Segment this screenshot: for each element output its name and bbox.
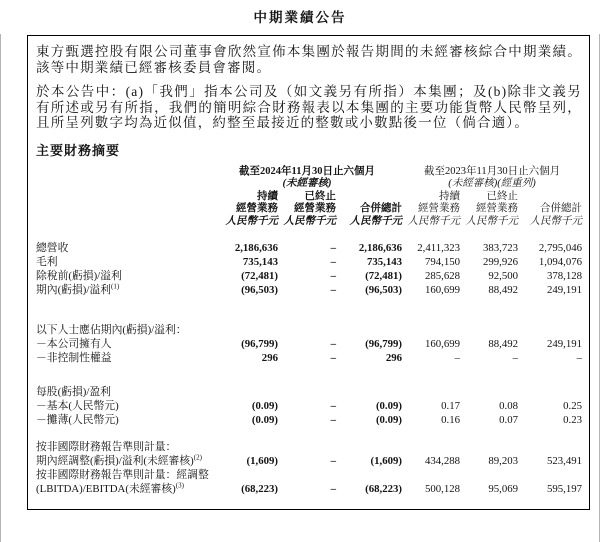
cell-value: – [330, 242, 336, 255]
corner-spacer [36, 191, 212, 204]
column-header-1: 已終止 [304, 190, 336, 202]
period-subtitle-row [36, 178, 582, 191]
table-row [36, 241, 582, 255]
section-label: 按非國際財務報告準則計量： [36, 441, 177, 454]
column-header-0: 經營業務 [236, 203, 278, 215]
unit-label-4: 人民幣千元 [465, 215, 519, 227]
spacer-cell [36, 427, 582, 440]
cell-value: 0.17 [441, 400, 461, 413]
cell-value: 88,492 [488, 338, 519, 351]
table-row [36, 337, 582, 351]
cell-value: 2,186,636 [358, 242, 403, 255]
cell-value: (0.09) [375, 400, 403, 413]
column-header-1: 經營業務 [294, 203, 336, 215]
footnote-marker: (2) [193, 453, 202, 462]
column-header-4: 經營業務 [476, 203, 519, 215]
cell-value: 735,143 [366, 256, 403, 269]
row-label: 總營收 [36, 242, 69, 255]
table-row [36, 283, 582, 297]
period-header-0: 截至2024年11月30日止六個月 [239, 165, 375, 177]
head-gap-cell [36, 228, 582, 241]
cell-value: – [576, 352, 583, 365]
cell-value: 523,491 [546, 455, 583, 468]
footnote-marker: (1) [110, 282, 120, 291]
page-title: 中期業績公告 [253, 10, 347, 25]
cell-value: 383,723 [482, 242, 519, 255]
footnote-marker: (3) [175, 481, 184, 490]
cell-value: 0.23 [563, 414, 583, 427]
cell-value: 249,191 [546, 338, 583, 351]
cell-value: 794,150 [424, 256, 461, 269]
cell-value: – [330, 270, 336, 283]
cell-value: (96,503) [365, 284, 403, 297]
spacer-row [36, 365, 582, 385]
table-row [36, 351, 582, 365]
cell-value: 0.07 [499, 414, 519, 427]
row-label: －攤薄(人民幣元) [36, 414, 119, 427]
cell-value: – [330, 284, 336, 297]
row-label: 除稅前(虧損)/溢利 [36, 270, 122, 283]
cell-value: 95,069 [488, 483, 519, 496]
cell-value: (0.09) [251, 400, 278, 413]
table-row [36, 255, 582, 269]
cell-value: (96,799) [365, 338, 403, 351]
cell-value: – [330, 256, 336, 269]
spacer-row [36, 297, 582, 323]
cell-value: (1,609) [246, 455, 278, 468]
cell-value: – [330, 483, 336, 496]
cell-value: 2,795,046 [538, 242, 583, 255]
unit-label-3: 人民幣千元 [407, 215, 461, 227]
intro-paragraph-1: 東方甄選控股有限公司董事會欣然宣佈本集團於報告期間的未經審核綜合中期業績。該等中期業績已經審核委員會審閱。 [36, 44, 582, 75]
section-row [36, 468, 582, 482]
cell-value: 249,191 [546, 284, 583, 297]
spacer-cell [36, 365, 582, 385]
column-header-0: 持續 [257, 190, 278, 202]
cell-value: 296 [261, 352, 278, 365]
cell-value: (0.09) [251, 414, 278, 427]
cell-value: 296 [385, 352, 403, 365]
cell-value: 0.16 [441, 414, 461, 427]
period-title-row [36, 166, 582, 179]
cell-value: 160,699 [424, 284, 461, 297]
page-edge-left [0, 34, 1, 542]
section-row [36, 385, 582, 399]
row-label: －本公司擁有人 [36, 338, 112, 351]
unit-label-2: 人民幣千元 [349, 215, 403, 227]
column-header-3: 經營業務 [418, 203, 461, 215]
unit-label-5: 人民幣千元 [529, 215, 583, 227]
cell-value: 434,288 [424, 455, 461, 468]
cell-value: (0.09) [375, 414, 403, 427]
column-header-row-line1 [36, 191, 582, 204]
cell-value: 1,094,076 [538, 256, 583, 269]
cell-value: (1,609) [370, 455, 403, 468]
cell-value: – [330, 352, 336, 365]
section-label: 每股(虧損)/盈利 [36, 386, 111, 399]
cell-value: 2,186,636 [234, 242, 278, 255]
period-header-1: 截至2023年11月30日止六個月 [423, 165, 561, 177]
row-label: 毛利 [36, 256, 58, 269]
cell-value: – [330, 338, 336, 351]
row-label: －非控制性權益 [36, 352, 112, 365]
spacer-cell [36, 297, 582, 323]
corner-spacer [36, 178, 212, 191]
unit-label-0: 人民幣千元 [225, 215, 278, 227]
table-row [36, 269, 582, 283]
cell-value: (72,481) [241, 270, 278, 283]
cell-value: (96,799) [241, 338, 278, 351]
corner-spacer [36, 216, 212, 229]
section-heading: 主要財務摘要 [36, 142, 121, 158]
cell-value: – [330, 414, 336, 427]
section-label: 以下人士應佔期內(虧損)/溢利： [36, 324, 187, 337]
column-header-4: 已終止 [486, 190, 519, 202]
corner-spacer [36, 203, 212, 216]
period-subtitle-1: (未經審核)(經重列) [448, 178, 536, 190]
table-body [36, 241, 582, 496]
cell-value: 595,197 [546, 483, 583, 496]
table-row [36, 454, 582, 468]
unit-label-1: 人民幣千元 [283, 215, 336, 227]
cell-value: 735,143 [242, 256, 278, 269]
table-row [36, 413, 582, 427]
cell-value: – [454, 352, 461, 365]
cell-value: 92,500 [488, 270, 519, 283]
section-row [36, 323, 582, 337]
table-row [36, 399, 582, 413]
cell-value: – [330, 400, 336, 413]
cell-value: – [330, 455, 336, 468]
cell-value: (72,481) [365, 270, 403, 283]
section-label: 按非國際財務報告準則計量：經調整 [36, 469, 209, 482]
corner-spacer [36, 166, 212, 179]
cell-value: (68,223) [241, 483, 278, 496]
cell-value: 160,699 [424, 338, 461, 351]
head-gap [36, 228, 582, 241]
table-row [36, 482, 582, 496]
cell-value: 0.08 [499, 400, 519, 413]
cell-value: (96,503) [241, 284, 278, 297]
section-row [36, 440, 582, 454]
column-header-row-unit [36, 216, 582, 229]
financial-summary-table [36, 166, 582, 497]
column-header-5: 合併總計 [540, 203, 583, 215]
cell-value: 378,128 [546, 270, 583, 283]
cell-value: 88,492 [488, 284, 519, 297]
column-header-3: 持續 [439, 190, 461, 202]
content-box [27, 35, 590, 510]
row-label: －基本(人民幣元) [36, 400, 119, 413]
cell-value: – [512, 352, 519, 365]
cell-value: (68,223) [365, 483, 403, 496]
column-header-row-line2 [36, 203, 582, 216]
row-label: 期內經調整(虧損)/溢利(未經審核)$^{(2)}$ [36, 453, 202, 468]
cell-value: 2,411,323 [417, 242, 461, 255]
column-header-2: 合併總計 [360, 203, 403, 215]
cell-value: 0.25 [563, 400, 583, 413]
spacer-row [36, 427, 582, 440]
cell-value: 500,128 [424, 483, 461, 496]
table-header [36, 166, 582, 242]
period-subtitle-0: (未經審核) [282, 178, 332, 190]
column-header-2 [336, 191, 402, 204]
row-label: 期內(虧損)/溢利$^{(1)}$ [36, 282, 120, 297]
cell-value: 89,203 [488, 455, 519, 468]
column-header-5 [518, 191, 582, 204]
cell-value: 299,926 [482, 256, 519, 269]
cell-value: 285,628 [424, 270, 461, 283]
intro-paragraph-2: 於本公告中：(a)「我們」指本公司及（如文義另有所指）本集團；及(b)除非文義另有所述或另有所指，我們的簡明綜合財務報表以本集團的主要功能貨幣人民幣呈列，且所呈列數字均為近似值，約整至最接近的整數或小數點後一位（倘合適）。 [36, 84, 582, 131]
row-label: (LBITDA)/EBITDA(未經審核)$^{(3)}$ [36, 481, 184, 496]
